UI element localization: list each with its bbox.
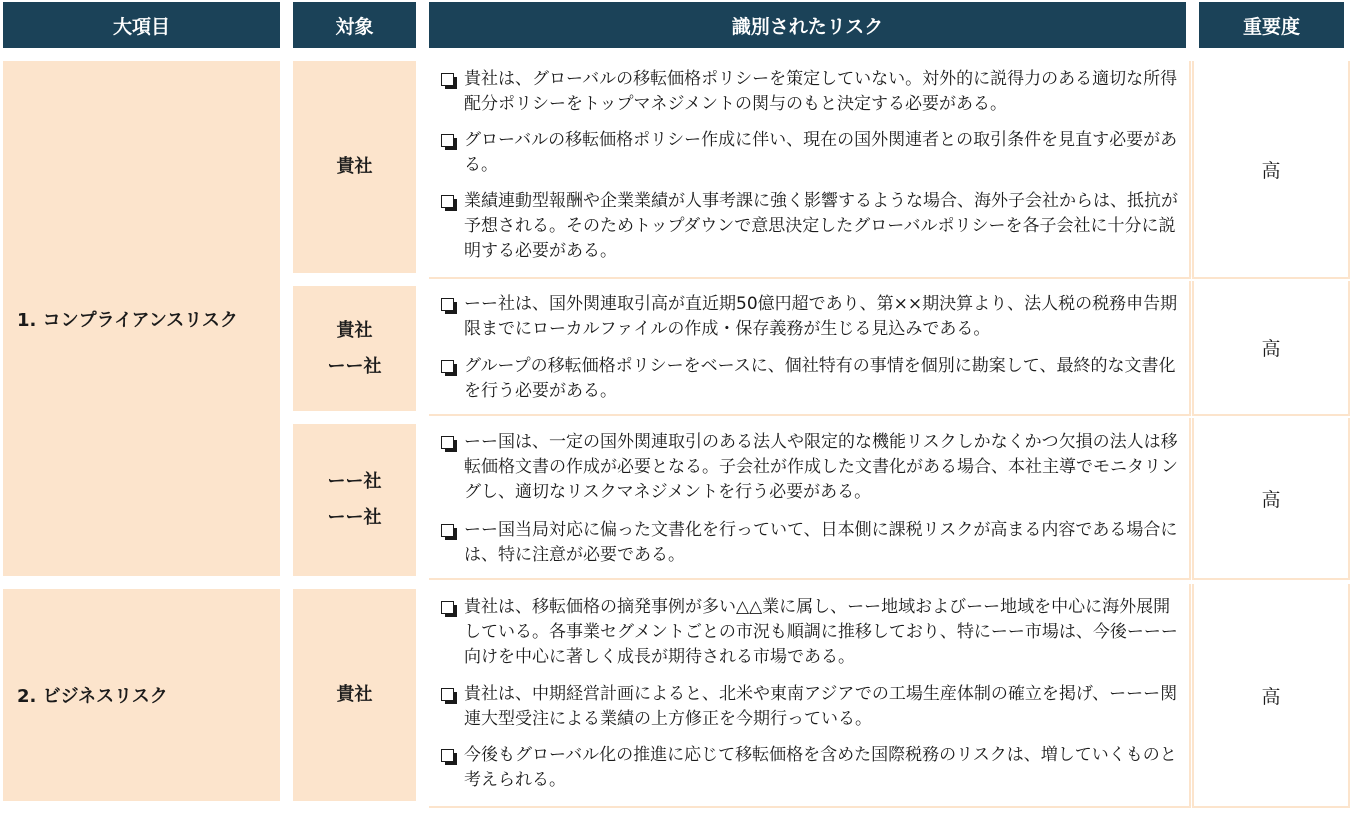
checkbox-bullet-icon — [441, 749, 454, 762]
header-category: 大項目 — [3, 2, 280, 48]
risk-cell — [429, 418, 1191, 580]
checkbox-bullet-icon — [441, 360, 454, 373]
checkbox-bullet-icon — [441, 436, 454, 449]
header-target: 対象 — [293, 2, 416, 48]
target-cell — [293, 424, 416, 576]
risk-item — [441, 354, 1184, 404]
risk-cell — [429, 281, 1191, 416]
target-cell — [293, 286, 416, 411]
category-compliance-risk: 1. コンプライアンスリスク — [3, 61, 280, 576]
header-risk: 識別されたリスク — [429, 2, 1186, 48]
checkbox-bullet-icon — [441, 195, 454, 208]
target-line: ーー社 — [327, 471, 382, 492]
risk-cell — [429, 61, 1191, 279]
target-line: 貴社 — [336, 319, 373, 341]
risk-item — [441, 292, 1184, 342]
risk-item — [441, 595, 1184, 670]
importance-cell: 高 — [1192, 281, 1350, 416]
risk-text: 貴社は、移転価格の摘発事例が多い△△業に属し、ーー地域およびーー地域を中心に海外展開している。各事業セグメントごとの市況も順調に推移しており、特にーー市場は、今後ーーー向けを中心に著しく成長が期待される市場である。 — [464, 597, 1178, 667]
category-business-risk: 2. ビジネスリスク — [3, 589, 280, 801]
importance-cell: 高 — [1192, 418, 1350, 580]
target-line: ーー社 — [327, 507, 382, 528]
checkbox-bullet-icon — [441, 688, 454, 701]
checkbox-bullet-icon — [441, 73, 454, 86]
importance-cell: 高 — [1192, 61, 1350, 279]
risk-text: 貴社は、中期経営計画によると、北米や東南アジアでの工場生産体制の確立を掲げ、ーーー関連大型受注による業績の上方修正を今期行っている。 — [464, 684, 1178, 729]
target-line: ーー社 — [327, 355, 382, 377]
risk-item — [441, 128, 1184, 178]
checkbox-bullet-icon — [441, 298, 454, 311]
risk-cell — [429, 584, 1191, 808]
risk-item — [441, 518, 1184, 568]
risk-item — [441, 743, 1184, 793]
checkbox-bullet-icon — [441, 601, 454, 614]
risk-item — [441, 430, 1184, 505]
risk-text: 今後もグローバル化の推進に応じて移転価格を含めた国際税務のリスクは、増していくものと考えられる。 — [464, 745, 1177, 790]
risk-text: ーー国当局対応に偏った文書化を行っていて、日本側に課税リスクが高まる内容である場合には、特に注意が必要である。 — [464, 520, 1178, 565]
risk-text: グローバルの移転価格ポリシー作成に伴い、現在の国外関連者との取引条件を見直す必要がある。 — [464, 130, 1178, 175]
risk-text: 貴社は、グローバルの移転価格ポリシーを策定していない。対外的に説得力のある適切な所得配分ポリシーをトップマネジメントの関与のもと決定する必要がある。 — [464, 69, 1178, 114]
risk-text: 業績連動型報酬や企業業績が人事考課に強く影響するような場合、海外子会社からは、抵抗が予想される。そのためトップダウンで意思決定したグローバルポリシーを各子会社に十分に説明する必要がある。 — [464, 191, 1178, 261]
risk-text: グループの移転価格ポリシーをベースに、個社特有の事情を個別に勘案して、最終的な文書化を行う必要がある。 — [464, 356, 1176, 401]
header-importance: 重要度 — [1199, 2, 1344, 48]
checkbox-bullet-icon — [441, 134, 454, 147]
risk-text: ーー社は、国外関連取引高が直近期50億円超であり、第××期決算より、法人税の税務申告期限までにローカルファイルの作成・保存義務が生じる見込みである。 — [464, 294, 1178, 339]
risk-item — [441, 67, 1184, 117]
target-cell — [293, 61, 416, 273]
target-line: 貴社 — [336, 156, 373, 177]
importance-cell: 高 — [1192, 584, 1350, 808]
target-cell — [293, 589, 416, 801]
target-line: 貴社 — [336, 684, 373, 705]
risk-item — [441, 682, 1184, 732]
risk-item — [441, 189, 1184, 264]
risk-text: ーー国は、一定の国外関連取引のある法人や限定的な機能リスクしかなくかつ欠損の法人は移転価格文書の作成が必要となる。子会社が作成した文書化がある場合、本社主導でモニタリングし、適切なリスクマネジメントを行う必要がある。 — [464, 432, 1178, 502]
checkbox-bullet-icon — [441, 524, 454, 537]
